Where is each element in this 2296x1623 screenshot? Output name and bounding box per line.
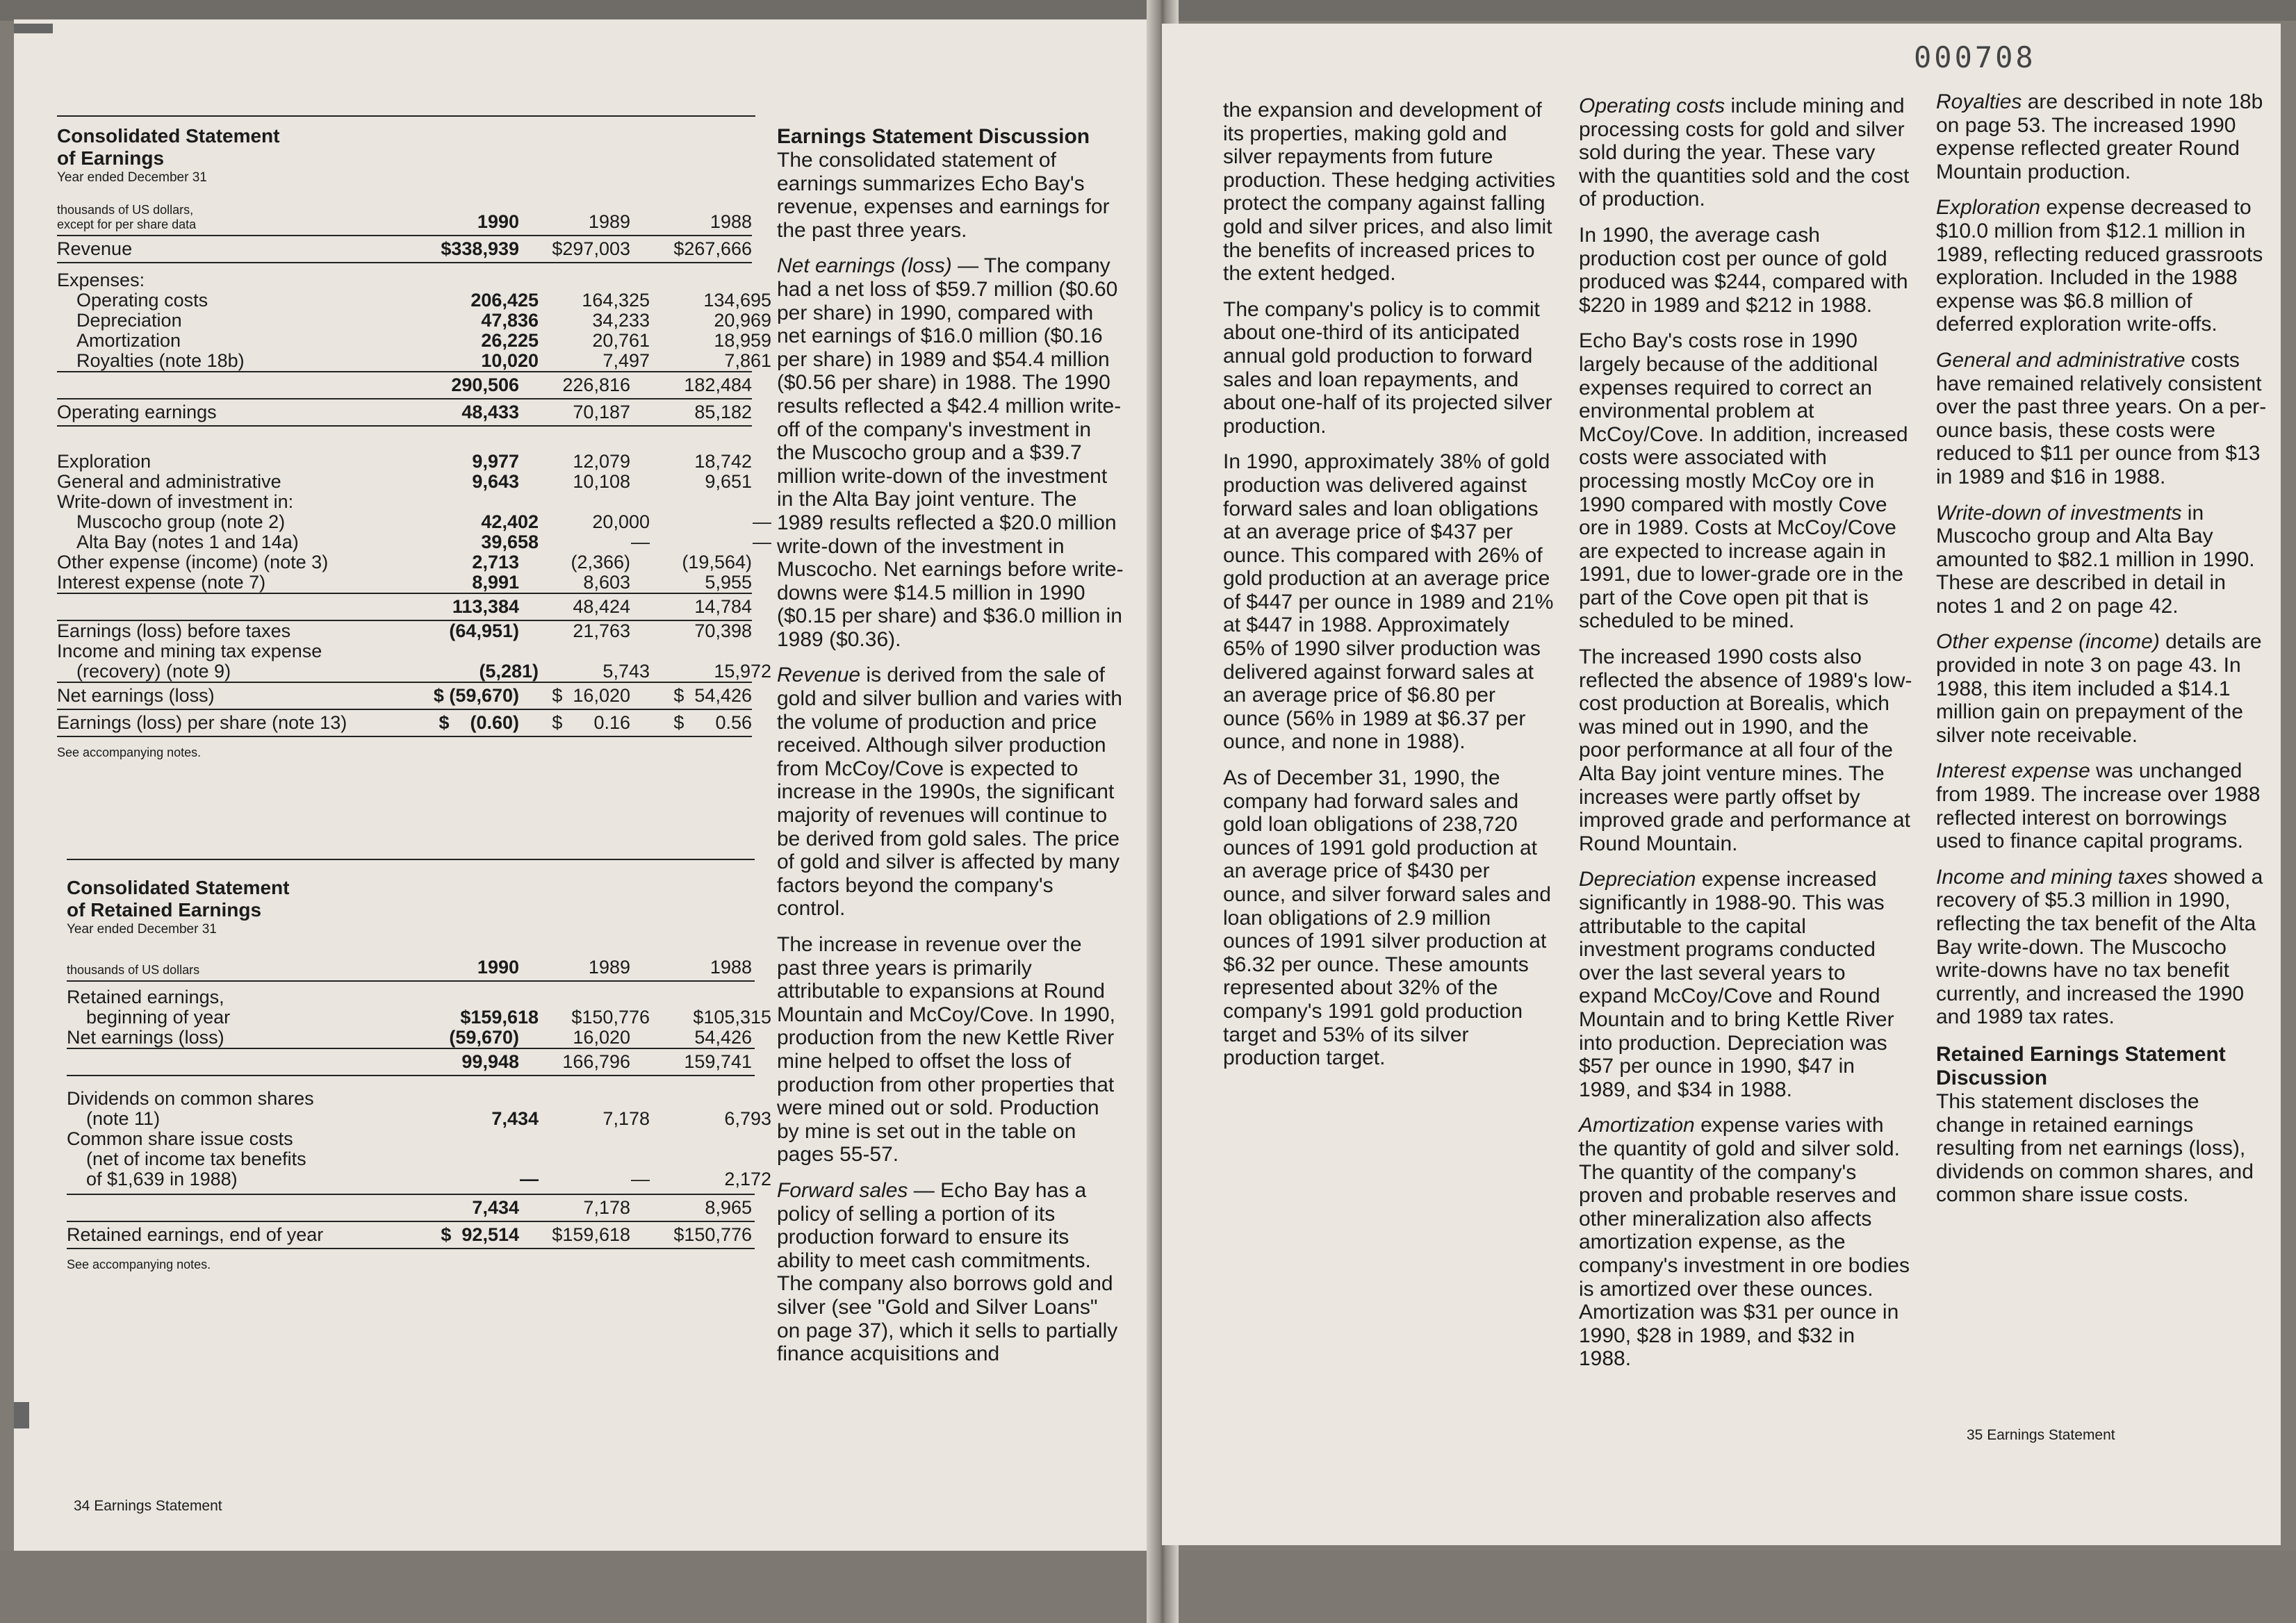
text-paragraph: Operating costs include mining and processing costs for gold and silver sold during the year. These vary with the quantities sold and the cost of production.	[1579, 94, 1910, 211]
value-1988: 134,695	[703, 290, 771, 311]
row-label: General and administrative	[57, 471, 281, 492]
value-1990: 113,384	[452, 596, 519, 617]
value-1988: 2,172	[724, 1169, 771, 1189]
text-paragraph: Interest expense was unchanged from 1989. The increase over 1988 reflected interest on borrowings used to finance capital programs.	[1936, 759, 2261, 853]
row-label: beginning of year	[86, 1007, 231, 1028]
value-1989: 7,497	[602, 350, 650, 371]
row-label: Other expense (income) (note 3)	[57, 552, 329, 572]
row-label: Alta Bay (notes 1 and 14a)	[76, 532, 299, 552]
row-label: Revenue	[57, 238, 133, 259]
value-1988: 18,742	[694, 451, 752, 472]
table-row	[67, 1194, 755, 1221]
value-1989: 7,178	[583, 1197, 630, 1218]
value-1990: $159,618	[460, 1007, 539, 1028]
table-row	[57, 472, 752, 492]
text-paragraph: Income and mining taxes showed a recovery of $5.3 million in 1990, reflecting the tax benefit of the Alta Bay write-down. The Muscocho write-downs have no tax benefit currently, and increased the 1990 and 1989 tax rates.	[1936, 865, 2263, 1029]
statement-title: Consolidated Statement	[67, 877, 290, 898]
year-1990: 1990	[477, 957, 519, 978]
text-column-2	[1579, 94, 1912, 1383]
text-paragraph: Depreciation expense increased significantly in 1988-90. This was attributable to the capital investment programs conducted over the last several years to expand McCoy/Cove and Round Mountain and to bring Kettle River into production. Depreciation was $57 per ounce in 1990, $47 in 1989, and $34 in 1988.	[1579, 868, 1894, 1101]
table-row	[67, 1108, 771, 1129]
table-row	[57, 532, 771, 552]
table-row	[57, 492, 752, 512]
year-1989: 1989	[588, 211, 630, 232]
row-label: Retained earnings, end of year	[67, 1224, 324, 1245]
value-1989: —	[631, 1169, 650, 1189]
value-1988: $ 0.56	[673, 712, 752, 733]
value-1990: —	[520, 1169, 539, 1189]
row-label: Expenses:	[57, 270, 145, 290]
table-row	[57, 310, 771, 331]
value-1990: 47,836	[481, 310, 539, 331]
value-1988: 6,793	[724, 1108, 771, 1129]
value-1989: 166,796	[562, 1051, 630, 1072]
row-label: Net earnings (loss)	[67, 1027, 224, 1048]
units-label-2: except for per share data	[57, 217, 197, 231]
table-row	[57, 620, 752, 641]
year-1989: 1989	[588, 957, 630, 978]
table-row	[67, 1221, 755, 1249]
header-row	[67, 957, 755, 978]
discussion-paragraph: Revenue is derived from the sale of gold and silver bullion and varies with the volume of production and price received. Although silver production from McCoy/Cove is expected to increase in the 1990s, the significant majority of revenues will continue to be derived from gold sales. The price of gold and silver is affected by many factors beyond the company's control.	[777, 664, 1122, 921]
text-paragraph: Exploration expense decreased to $10.0 million from $12.1 million in 1989, reflecting reduced grassroots exploration. Included in the 1988 expense was $6.8 million of deferred exploration write-offs.	[1936, 196, 2263, 336]
row-label: Operating earnings	[57, 402, 217, 422]
table-row	[57, 330, 771, 351]
value-1988: 85,182	[694, 402, 752, 422]
row-label: Dividends on common shares	[67, 1088, 314, 1109]
value-1990: 10,020	[481, 350, 539, 371]
table-row	[57, 290, 771, 311]
value-1989: $159,618	[552, 1224, 630, 1245]
value-1988: 159,741	[684, 1051, 752, 1072]
table-row	[57, 641, 752, 661]
value-1990: 7,434	[472, 1197, 519, 1218]
row-label: Write-down of investment in:	[57, 491, 294, 512]
value-1990: 8,991	[472, 572, 519, 593]
page-tab-mark-lower	[14, 1402, 29, 1428]
discussion-heading: Earnings Statement Discussion	[777, 125, 1090, 148]
footnote: See accompanying notes.	[57, 745, 202, 759]
statement-title-2: of Earnings	[57, 147, 165, 169]
value-1989: 48,424	[573, 596, 630, 617]
text-paragraph: Amortization expense varies with the quantity of gold and silver sold. The quantity of the company's proven and probable reserves and other mineralization also affects amortization expense, as the company's investment in ore bodies is amortized over these ounces. Amortization was $31 per ounce in 1990, $28 in 1989, and $32 in 1988.	[1579, 1114, 1910, 1371]
value-1989: 12,079	[573, 451, 630, 472]
text-paragraph: General and administrative costs have remained relatively consistent over the past three years. On a per-ounce basis, these costs were reduced to $11 per ounce from $13 in 1989 and $16 in 1988.	[1936, 348, 2267, 488]
row-label: Earnings (loss) before taxes	[57, 620, 291, 641]
value-1990: (5,281)	[479, 661, 539, 682]
right-page	[1162, 24, 2281, 1545]
text-column-3	[1936, 90, 2270, 1219]
table-row	[57, 709, 752, 737]
value-1988: 14,784	[694, 596, 752, 617]
value-1990: (59,670)	[449, 1027, 519, 1048]
value-1990: 42,402	[481, 511, 539, 532]
statement-subtitle: Year ended December 31	[67, 922, 217, 937]
value-1988: $150,776	[673, 1224, 752, 1245]
value-1990: 9,977	[472, 451, 519, 472]
text-paragraph: This statement discloses the change in retained earnings resulting from net earnings (loss), dividends on common shares, and common share issue costs.	[1936, 1089, 2254, 1207]
value-1989: $ 0.16	[552, 712, 630, 733]
row-label: Exploration	[57, 451, 151, 472]
table-row	[57, 552, 752, 572]
value-1988: 70,398	[694, 620, 752, 641]
year-1988: 1988	[710, 211, 752, 232]
table-row	[67, 1089, 755, 1109]
retained-earnings-table	[67, 859, 771, 1273]
value-1989: $ 16,020	[552, 685, 630, 706]
row-label: Royalties (note 18b)	[76, 350, 245, 371]
statement-title-2: of Retained Earnings	[67, 899, 262, 921]
value-1990: 2,713	[472, 552, 519, 572]
text-paragraph: Write-down of investments in Muscocho group and Alta Bay amounted to $82.1 million in 1990. These are described in detail in notes 1 and 2 on page 42.	[1936, 501, 2255, 618]
table-row	[57, 682, 752, 709]
text-column-1	[1223, 99, 1557, 1082]
text-paragraph: Royalties are described in note 18b on page 53. The increased 1990 expense reflected greater Round Mountain production.	[1936, 90, 2263, 183]
value-1989: 34,233	[592, 310, 650, 331]
table-row	[57, 572, 752, 593]
value-1990: 39,658	[481, 532, 539, 552]
statement-subtitle: Year ended December 31	[57, 170, 207, 185]
statement-title: Consolidated Statement	[57, 125, 280, 147]
row-label: Operating costs	[76, 290, 208, 311]
value-1989: 20,000	[592, 511, 650, 532]
units-label: thousands of US dollars,	[57, 203, 194, 217]
value-1989: 226,816	[562, 374, 630, 395]
row-label: Net earnings (loss)	[57, 685, 215, 706]
value-1989: (2,366)	[571, 552, 630, 572]
value-1990: 9,643	[472, 471, 519, 492]
value-1990: 99,948	[461, 1051, 519, 1072]
value-1990: 48,433	[461, 402, 519, 422]
value-1989: 21,763	[573, 620, 630, 641]
left-page	[14, 19, 1161, 1551]
earnings-statement-table	[57, 115, 771, 761]
value-1988: 18,959	[714, 330, 771, 351]
table-row	[67, 1048, 755, 1076]
table-row	[67, 1028, 755, 1048]
value-1988: 15,972	[714, 661, 771, 682]
value-1988: —	[753, 532, 771, 552]
row-label: Income and mining tax expense	[57, 641, 322, 661]
row-label: Interest expense (note 7)	[57, 572, 266, 593]
discussion-paragraph: The consolidated statement of earnings summarizes Echo Bay's revenue, expenses and earnings for the past three years.	[777, 149, 1110, 242]
value-1990: $ (59,670)	[433, 685, 519, 706]
value-1988: 5,955	[705, 572, 752, 593]
value-1988: (19,564)	[682, 552, 752, 572]
value-1988: 182,484	[684, 374, 752, 395]
row-label: Amortization	[76, 330, 181, 351]
value-1988: 54,426	[694, 1027, 752, 1048]
text-paragraph: Other expense (income) details are provided in note 3 on page 43. In 1988, this item included a $14.1 million gain on prepayment of the silver note receivable.	[1936, 630, 2262, 747]
text-paragraph: In 1990, the average cash production cost per ounce of gold produced was $244, compared with $220 in 1989 and $212 in 1988.	[1579, 223, 1908, 317]
value-1990: (64,951)	[449, 620, 519, 641]
header-row	[57, 203, 752, 232]
value-1988: $267,666	[673, 238, 752, 259]
year-1990: 1990	[477, 211, 519, 232]
value-1988: $ 54,426	[673, 685, 752, 706]
text-paragraph: the expansion and development of its properties, making gold and silver repayments from future production. These hedging activities protect the company against falling gold and silver prices, and also limit the benefits of increased prices to the extent hedged.	[1223, 99, 1556, 286]
value-1989: 20,761	[592, 330, 650, 351]
table-row	[67, 987, 755, 1007]
row-label: Earnings (loss) per share (note 13)	[57, 712, 347, 733]
table-row	[57, 398, 752, 427]
value-1990: 206,425	[470, 290, 539, 311]
value-1990: $ 92,514	[441, 1224, 519, 1245]
text-paragraph: Echo Bay's costs rose in 1990 largely because of the additional expenses required to correct an environmental problem at McCoy/Cove. In addition, increased costs were associated with processing mostly McCoy ore in 1990 compared with mostly Cove ore in 1989. Costs at McCoy/Cove are expected to increase again in 1991, due to lower-grade ore in the part of the Cove open pit that is scheduled to be mined.	[1579, 329, 1908, 633]
value-1989: 70,187	[573, 402, 630, 422]
value-1990: 26,225	[481, 330, 539, 351]
value-1989: $150,776	[571, 1007, 650, 1028]
value-1988: $105,315	[693, 1007, 771, 1028]
row-label: Muscocho group (note 2)	[76, 511, 286, 532]
discussion-paragraph: Net earnings (loss) — The company had a net loss of $59.7 million ($0.60 per share) in 1990, compared with net earnings of $16.0 million ($0.16 per share) in 1989 and $54.4 million ($0.56 per share) in 1988. The 1990 results reflected a $42.4 million write-off of the company's investment in the Muscocho group and a $39.7 million write-down of the investment in the Alta Bay joint venture. The 1989 results reflected a $20.0 million write-down of the investment in Muscocho. Net earnings before write-downs were $14.5 million in 1990 ($0.15 per share) and $36.0 million in 1989 ($0.36).	[777, 254, 1124, 651]
year-1988: 1988	[710, 957, 752, 978]
table-row	[57, 371, 752, 398]
value-1990: $338,939	[441, 238, 519, 259]
text-paragraph: The increased 1990 costs also reflected the absence of 1989's low-cost production at Borealis, which was mined out in 1990, and the poor performance at all four of the Alta Bay joint venture mines. The increases were partly offset by improved grade and performance at Round Mountain.	[1579, 645, 1912, 855]
section-heading: Retained Earnings Statement Discussion	[1936, 1042, 2226, 1089]
text-paragraph: The company's policy is to commit about one-third of its anticipated annual gold production to forward sales and loan repayments, and about one-half of its projected silver production.	[1223, 297, 1552, 438]
page-number: 34 Earnings Statement	[74, 1498, 222, 1514]
page-number: 35 Earnings Statement	[1967, 1427, 2115, 1443]
value-1989: 164,325	[582, 290, 650, 311]
row-label: Common share issue costs	[67, 1128, 293, 1149]
table-row	[67, 1129, 755, 1149]
value-1988: —	[753, 511, 771, 532]
value-1990: 290,506	[451, 374, 519, 395]
text-paragraph: In 1990, approximately 38% of gold production was delivered against forward sales and loan obligations at an average price of $437 per ounce. This compared with 26% of gold production at an average price of $447 per ounce in 1989 and 21% at $447 in 1988. Approximately 65% of 1990 silver production was delivered against forward sales at an average price of $6.80 per ounce (56% in 1989 at $6.37 per ounce, and none in 1988).	[1223, 450, 1554, 754]
value-1989: —	[631, 532, 650, 552]
row-label: of $1,639 in 1988)	[86, 1169, 238, 1189]
table-row	[57, 270, 752, 290]
value-1990: 7,434	[491, 1108, 539, 1129]
value-1989: 7,178	[602, 1108, 650, 1129]
value-1989: $297,003	[552, 238, 630, 259]
footnote: See accompanying notes.	[67, 1258, 211, 1271]
row-label: (net of income tax benefits	[86, 1148, 306, 1169]
value-1988: 9,651	[705, 471, 752, 492]
table-row	[57, 452, 752, 472]
units-label: thousands of US dollars	[67, 963, 200, 977]
table-row	[57, 236, 752, 263]
table-row	[67, 1007, 771, 1028]
discussion-paragraph: The increase in revenue over the past three years is primarily attributable to expansions at Round Mountain and McCoy/Cove. In 1990, production from the new Kettle River mine helped to offset the loss of production from other properties that were mined out or sold. Production by mine is set out in the table on pages 55-57.	[777, 933, 1115, 1167]
row-label: Depreciation	[76, 310, 182, 331]
row-label: (note 11)	[86, 1108, 161, 1129]
discussion-column	[777, 125, 1124, 1378]
value-1989: 5,743	[602, 661, 650, 682]
value-1989: 16,020	[573, 1027, 630, 1048]
table-row	[57, 593, 752, 620]
value-1990: $ (0.60)	[438, 712, 519, 733]
text-paragraph: As of December 31, 1990, the company had forward sales and gold loan obligations of 238,720 ounces of 1991 gold production at an average price of $430 per ounce, and silver forward sales and loan obligations of 2.9 million ounces of 1991 silver production at $6.32 per ounce. These amounts represented about 32% of the company's 1991 gold production target and 53% of its silver production target.	[1223, 766, 1551, 1070]
value-1988: 8,965	[705, 1197, 752, 1218]
table-row	[57, 350, 771, 371]
value-1988: 20,969	[714, 310, 771, 331]
table-row	[57, 661, 771, 682]
value-1988: 7,861	[724, 350, 771, 371]
table-row	[57, 511, 771, 532]
table-row	[67, 1169, 771, 1189]
discussion-paragraph: Forward sales — Echo Bay has a policy of selling a portion of its production forward to ensure its ability to meet cash commitments. The company also borrows gold and silver (see "Gold and Silver Loans" on page 37), which it sells to partially finance acquisitions and	[777, 1178, 1118, 1366]
row-label: (recovery) (note 9)	[76, 661, 231, 682]
row-label: Retained earnings,	[67, 987, 224, 1007]
value-1989: 10,108	[573, 471, 630, 492]
page-tab-mark	[14, 24, 53, 33]
document-stamp-number: 000708	[1914, 40, 2036, 74]
table-row	[67, 1149, 755, 1169]
value-1989: 8,603	[583, 572, 630, 593]
